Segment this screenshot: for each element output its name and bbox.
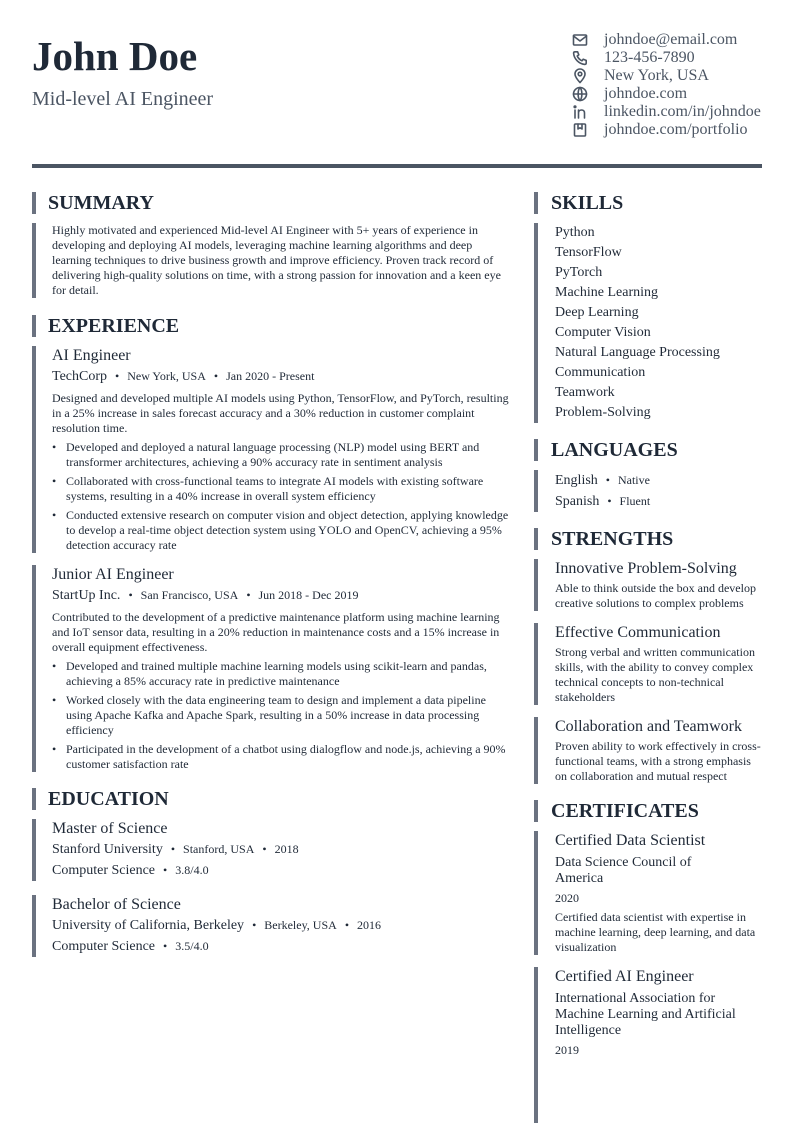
language-name: Spanish <box>555 494 600 509</box>
certificate-entry <box>534 967 764 1123</box>
contact-phone[interactable] <box>572 49 761 67</box>
gpa: 3.5/4.0 <box>175 939 209 953</box>
education-field <box>52 936 512 957</box>
education-heading: EDUCATION <box>32 788 512 810</box>
job-description: Contributed to the development of a predictive maintenance platform using machine learning and IoT sensor data, resulting in a 20% reduction in maintenance costs and a 15% increase in overall equipment effectiveness. <box>52 610 500 654</box>
strengths-heading: STRENGTHS <box>534 528 764 550</box>
contact-website-text: johndoe.com <box>604 85 688 102</box>
language-level: Fluent <box>619 494 651 508</box>
degree-title: Master of Science <box>52 820 168 837</box>
job-company: TechCorp <box>52 369 108 384</box>
skill-item: Machine Learning <box>555 285 659 300</box>
separator-dot: • <box>213 369 219 383</box>
contact-email[interactable] <box>572 31 761 49</box>
contact-portfolio-text: johndoe.com/portfolio <box>604 121 748 138</box>
summary-heading: SUMMARY <box>32 192 512 214</box>
school-location: Berkeley, USA <box>264 918 337 932</box>
languages-heading: LANGUAGES <box>534 439 764 461</box>
strength-description: Able to think outside the box and develop creative solutions to complex problems <box>555 581 756 610</box>
job-achievements <box>52 440 512 553</box>
certificate-title: Certified Data Scientist <box>555 832 706 849</box>
degree-title: Bachelor of Science <box>52 896 181 913</box>
resume-header <box>32 0 762 168</box>
skill-item: Teamwork <box>555 385 615 400</box>
strength-title: Effective Communication <box>555 624 721 641</box>
job-description: Designed and developed multiple AI models using Python, TensorFlow, and PyTorch, resulting in a 25% increase in sales forecast accuracy and a 30% reduction in customer complaint resolution time. <box>52 391 509 435</box>
main-column <box>32 192 512 957</box>
job-title: AI Engineer <box>52 347 131 364</box>
job-dates: Jan 2020 - Present <box>226 369 315 383</box>
experience-heading: EXPERIENCE <box>32 315 512 337</box>
skill-item: Problem-Solving <box>555 405 651 420</box>
field-of-study: Computer Science <box>52 863 156 878</box>
summary-text: Highly motivated and experienced Mid-level AI Engineer with 5+ years of experience in developing and deploying AI models, leveraging machine learning algorithms and deep learning techniques to drive business growth and improve efficiency. Proven track record of delivering high-quality solutions on time, with a strong passion for innovation and a keen eye for detail. <box>52 223 501 297</box>
certificates-heading: CERTIFICATES <box>534 800 764 822</box>
separator-dot: • <box>344 918 350 932</box>
job-location: San Francisco, USA <box>140 588 239 602</box>
certificate-issuer: Data Science Council of America <box>555 855 692 886</box>
strength-description: Strong verbal and written communication skills, with the ability to convey complex technical concepts to non-technical stakeholders <box>555 645 755 704</box>
list-item: • Collaborated with cross-functional teams to integrate AI models with existing software systems, resulting in a 40% increase in overall system efficiency <box>52 474 512 504</box>
skill-item: Natural Language Processing <box>555 345 720 360</box>
candidate-name: John Doe <box>32 33 198 79</box>
certificate-description: Certified data scientist with expertise in machine learning, deep learning, and data visualization <box>555 910 756 954</box>
separator-dot: • <box>605 473 610 487</box>
language-name: English <box>555 473 598 488</box>
contact-website[interactable] <box>572 85 761 103</box>
school-location: Stanford, USA <box>183 842 255 856</box>
job-title: Junior AI Engineer <box>52 566 174 583</box>
graduation-year: 2016 <box>357 918 382 932</box>
separator-dot: • <box>607 494 612 508</box>
contact-list <box>572 31 761 139</box>
contact-linkedin[interactable] <box>572 103 761 121</box>
strength-description: Proven ability to work effectively in cross-functional teams, with a strong emphasis on collaboration and mutual respect <box>555 739 761 783</box>
education-field <box>52 860 512 881</box>
linkedin-icon <box>572 104 588 120</box>
language-item <box>555 491 764 512</box>
field-of-study: Computer Science <box>52 939 156 954</box>
contact-linkedin-text: linkedin.com/in/johndoe <box>604 103 761 120</box>
sidebar-column <box>534 192 764 1123</box>
list-item: • Participated in the development of a chatbot using dialogflow and node.js, achieving a 90% customer satisfaction rate <box>52 742 512 772</box>
education-meta <box>52 839 512 860</box>
separator-dot: • <box>115 369 120 383</box>
job-company: StartUp Inc. <box>52 588 121 603</box>
skill-item: Deep Learning <box>555 305 639 320</box>
education-entry <box>32 819 512 881</box>
education-meta <box>52 915 512 936</box>
separator-dot: • <box>163 863 168 877</box>
strength-title: Collaboration and Teamwork <box>555 718 742 735</box>
job-entry <box>32 565 512 772</box>
phone-icon <box>572 50 588 66</box>
skills-section <box>534 223 764 423</box>
certificate-title: Certified AI Engineer <box>555 968 694 985</box>
school-name: University of California, Berkeley <box>52 918 245 933</box>
school-name: Stanford University <box>52 842 163 857</box>
list-item: • Conducted extensive research on computer vision and object detection, applying knowledge to develop a real-time object detection system using YOLO and OpenCV, achieving a 95% detection accuracy rate <box>52 508 512 553</box>
list-item: • Developed and trained multiple machine learning models using scikit-learn and pandas, achieving a 85% accuracy rate in predictive maintenance <box>52 659 512 689</box>
gpa: 3.8/4.0 <box>175 863 209 877</box>
strength-entry <box>534 717 764 784</box>
job-meta <box>52 585 512 606</box>
contact-location-text: New York, USA <box>604 67 709 84</box>
job-entry <box>32 346 512 553</box>
skill-item: TensorFlow <box>555 245 622 260</box>
certificate-issuer: International Association for Machine Learning and Artificial Intelligence <box>555 991 736 1038</box>
certificate-entry <box>534 831 764 955</box>
strength-entry <box>534 559 764 611</box>
separator-dot: • <box>252 918 257 932</box>
summary-section <box>32 223 512 298</box>
strength-entry <box>534 623 764 705</box>
mail-icon <box>572 32 588 48</box>
job-location: New York, USA <box>127 369 206 383</box>
separator-dot: • <box>170 842 176 856</box>
job-dates: Jun 2018 - Dec 2019 <box>258 588 359 602</box>
skill-item: Computer Vision <box>555 325 651 340</box>
contact-portfolio[interactable] <box>572 121 761 139</box>
certificate-year: 2020 <box>555 891 579 905</box>
contact-email-text: johndoe@email.com <box>604 31 738 48</box>
separator-dot: • <box>128 588 133 602</box>
contact-phone-text: 123-456-7890 <box>604 49 695 66</box>
list-item: • Worked closely with the data engineering team to design and implement a data pipeline using Apache Kafka and Apache Spark, resulting in a 50% increase in data processing efficiency <box>52 693 512 738</box>
separator-dot: • <box>246 588 251 602</box>
language-item <box>555 470 764 491</box>
list-item: • Developed and deployed a natural language processing (NLP) model using BERT and transformer architectures, achieving a 90% accuracy rate in sentiment analysis <box>52 440 512 470</box>
separator-dot: • <box>163 939 168 953</box>
skill-item: Python <box>555 225 595 240</box>
languages-section <box>534 470 764 512</box>
portfolio-icon <box>572 122 588 138</box>
job-achievements <box>52 659 512 772</box>
contact-location <box>572 67 761 85</box>
header-divider <box>32 164 762 168</box>
language-level: Native <box>617 473 650 487</box>
separator-dot: • <box>262 842 267 856</box>
globe-icon <box>572 86 588 102</box>
graduation-year: 2018 <box>274 842 299 856</box>
certificate-year: 2019 <box>555 1043 579 1057</box>
education-entry <box>32 895 512 957</box>
candidate-title: Mid-level AI Engineer <box>32 88 214 110</box>
location-icon <box>572 68 588 84</box>
skills-heading: SKILLS <box>534 192 764 214</box>
job-meta <box>52 366 512 387</box>
strength-title: Innovative Problem-Solving <box>555 560 737 577</box>
skill-item: Communication <box>555 365 646 380</box>
skill-item: PyTorch <box>555 265 603 280</box>
